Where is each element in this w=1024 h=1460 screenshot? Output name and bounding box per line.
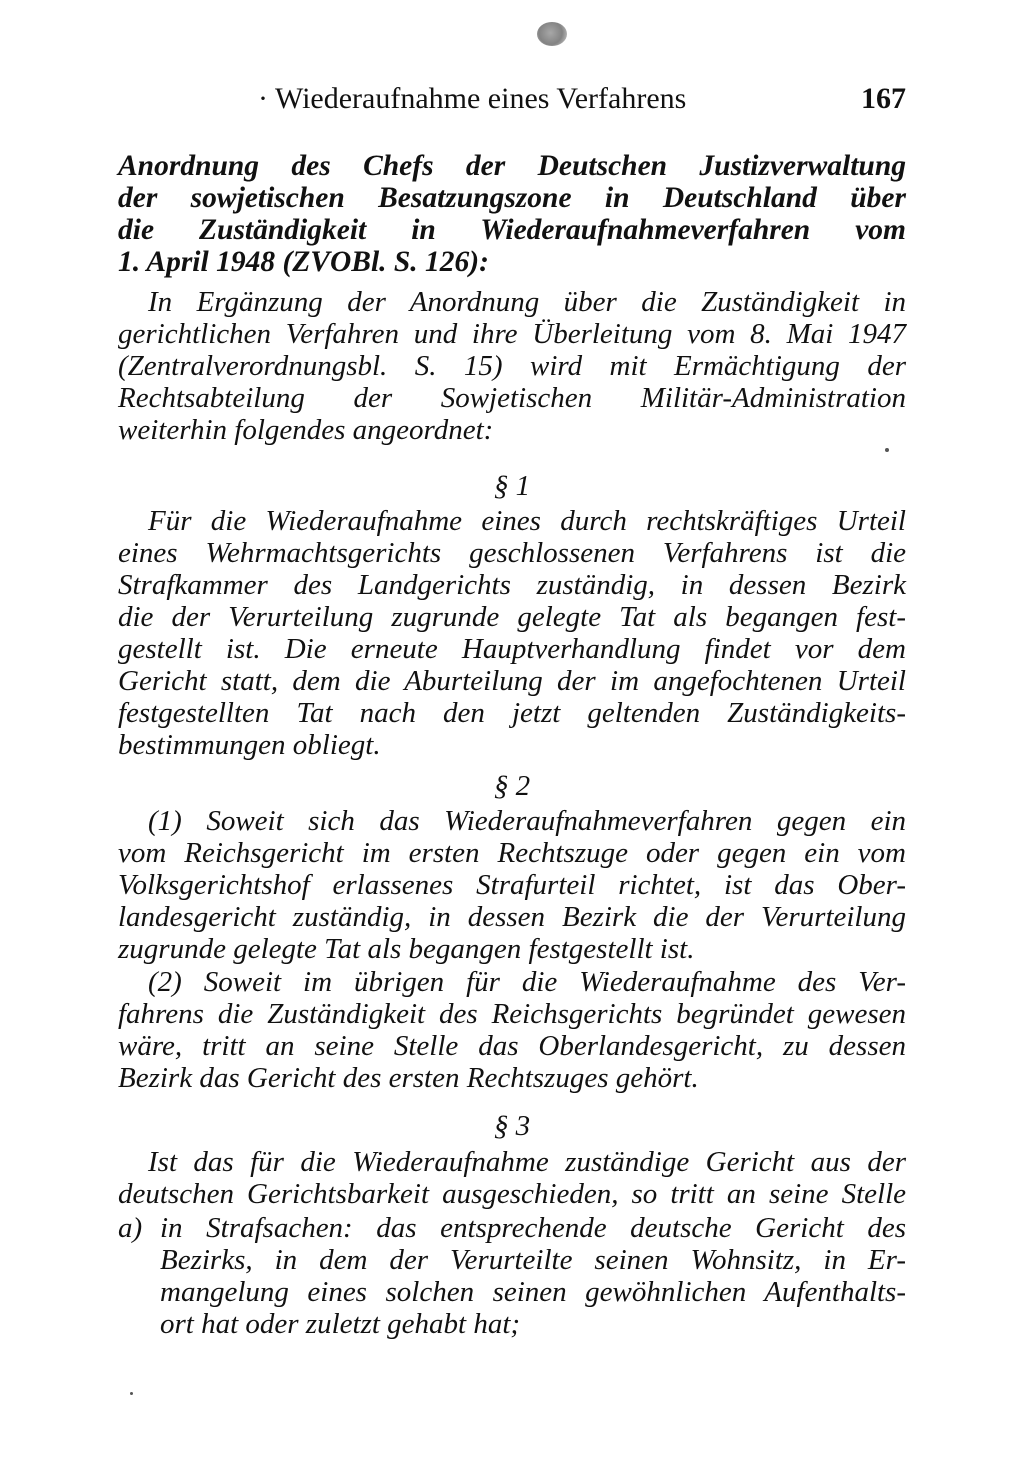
print-speck [130,1392,133,1395]
section-sign-1: § 1 [493,470,531,502]
body-line: zugrunde gelegte Tat als begangen festgestellt ist. [118,933,695,965]
section-sign-2: § 2 [493,770,531,802]
body-line: ort hat oder zuletzt gehabt hat; [160,1308,521,1340]
heading-line: die Zuständigkeit in Wiederaufnahmeverfahren vom [118,214,906,246]
heading-line: 1. April 1948 (ZVOBl. S. 126): [118,246,489,278]
body-line: fahrens die Zuständigkeit des Reichsgerichts begründet gewesen [118,998,906,1030]
body-line: deutschen Gerichtsbarkeit ausgeschieden, so tritt an seine Stelle [118,1178,906,1210]
intro-paragraph [118,286,906,446]
heading-line: Anordnung des Chefs der Deutschen Justizverwaltung [118,150,906,182]
section-3-item-a [118,1212,906,1340]
body-line: Gericht statt, dem die Aburteilung der im angefochtenen Urteil [118,665,906,697]
print-speck [885,448,889,452]
body-line: (1) Soweit sich das Wiederaufnahmeverfahren gegen ein [148,805,906,837]
section-2-paragraph-2 [118,966,906,1094]
body-line: landesgericht zuständig, in dessen Bezirk die der Verurteilung [118,901,906,933]
body-line: Ist das für die Wiederaufnahme zuständige Gericht aus der [148,1146,906,1178]
page-number: 167 [861,82,906,115]
body-line: weiterhin folgendes angeordnet: [118,414,494,446]
section-2-paragraph-1 [118,805,906,965]
body-line: In Ergänzung der Anordnung über die Zuständigkeit in [148,286,906,318]
body-line: Für die Wiederaufnahme eines durch rechtskräftiges Urteil [148,505,906,537]
body-line: wäre, tritt an seine Stelle das Oberlandesgericht, zu dessen [118,1030,906,1062]
section-3-paragraph [118,1146,906,1210]
decree-heading [118,150,906,278]
body-line: Bezirks, in dem der Verurteilte seinen Wohnsitz, in Er- [160,1244,906,1276]
running-header [258,82,906,122]
section-sign-3: § 3 [493,1110,531,1142]
heading-line: der sowjetischen Besatzungszone in Deutschland über [118,182,906,214]
body-line: eines Wehrmachtsgerichts geschlossenen Verfahrens ist die [118,537,906,569]
item-label: a) [118,1212,143,1244]
body-line: in Strafsachen: das entsprechende deutsche Gericht des [160,1212,906,1244]
body-line: Strafkammer des Landgerichts zuständig, in dessen Bezirk [118,569,906,601]
body-line: mangelung eines solchen seinen gewöhnlichen Aufenthalts- [160,1276,906,1308]
body-line: gerichtlichen Verfahren und ihre Überleitung vom 8. Mai 1947 [118,318,906,350]
body-line: Bezirk das Gericht des ersten Rechtszuges gehört. [118,1062,699,1094]
body-line: festgestellten Tat nach den jetzt geltenden Zuständigkeits- [118,697,906,729]
ink-blot-mark [537,22,567,46]
body-line: Volksgerichtshof erlassenes Strafurteil richtet, ist das Ober- [118,869,906,901]
body-line: vom Reichsgericht im ersten Rechtszuge oder gegen ein vom [118,837,906,869]
body-line: (2) Soweit im übrigen für die Wiederaufnahme des Ver- [148,966,906,998]
body-line: bestimmungen obliegt. [118,729,381,761]
body-line: gestellt ist. Die erneute Hauptverhandlung findet vor dem [118,633,906,665]
body-line: (Zentralverordnungsbl. S. 15) wird mit Ermächtigung der [118,350,906,382]
body-line: Rechtsabteilung der Sowjetischen Militär-Administration [118,382,906,414]
running-title: · Wiederaufnahme eines Verfahrens [258,82,687,115]
body-line: die der Verurteilung zugrunde gelegte Tat als begangen fest- [118,601,906,633]
section-1-paragraph [118,505,906,761]
